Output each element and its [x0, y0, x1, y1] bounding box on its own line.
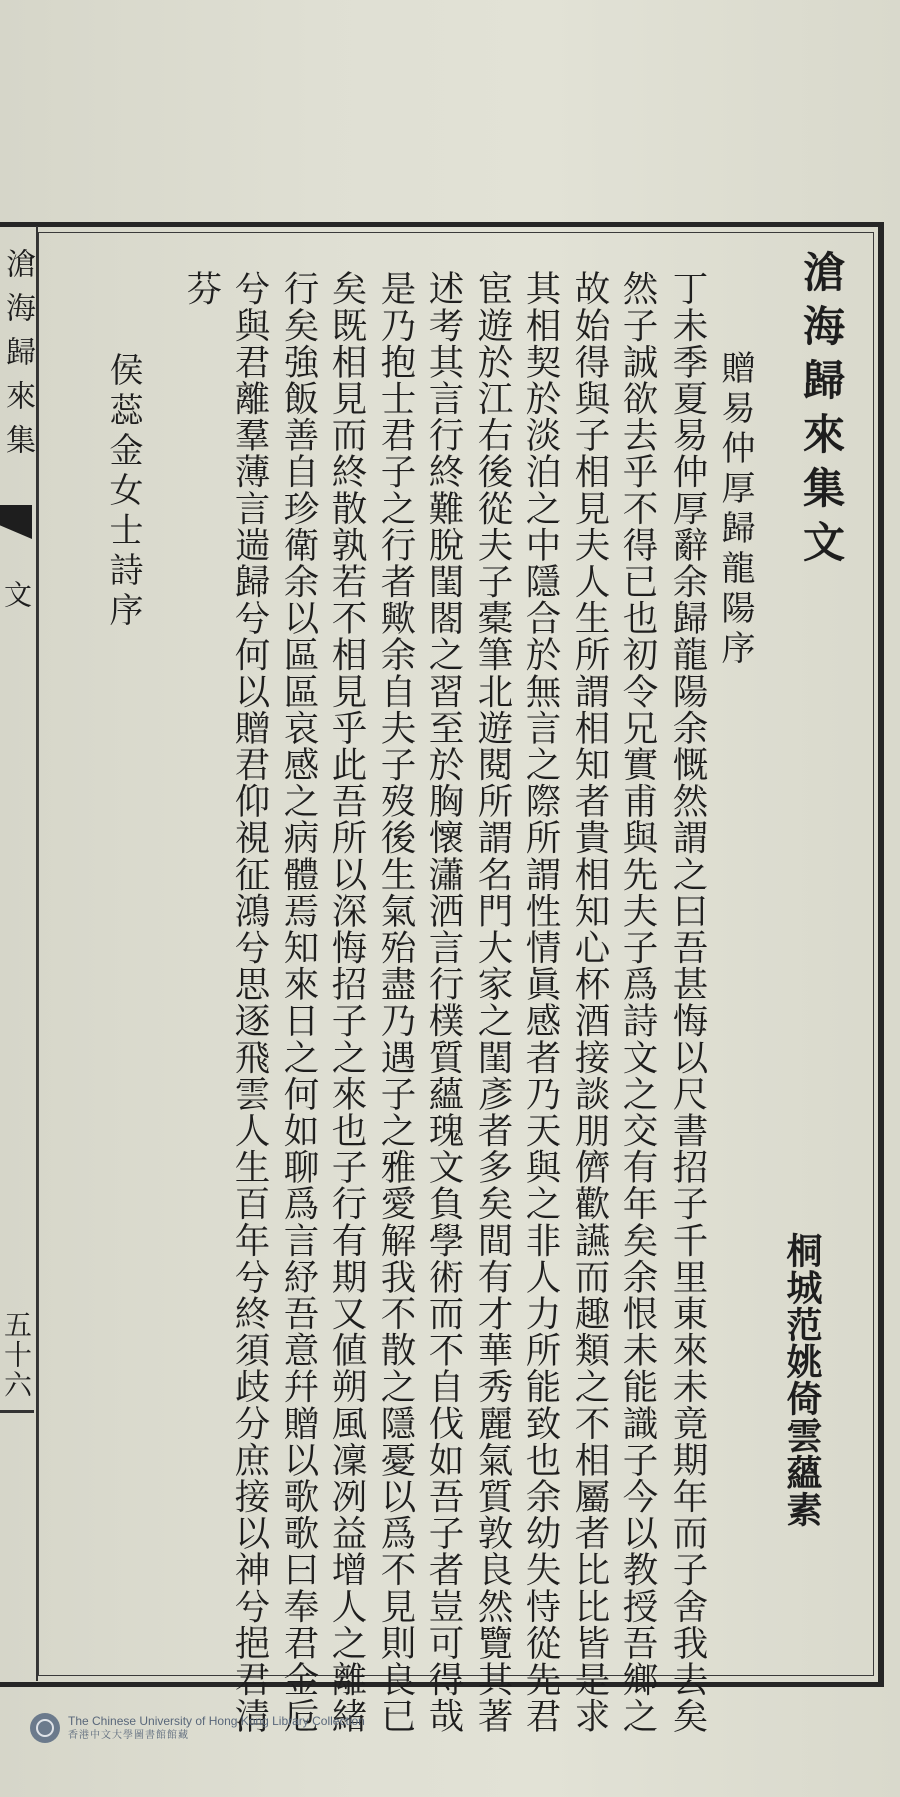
margin-book-title: 滄海歸來集 [0, 248, 35, 468]
text-column: 然子誠欲去乎不得已也初令兄實甫與先夫子爲詩文之交有年矣余恨未能識子今以教授吾鄉之 [617, 270, 658, 1734]
margin-divider [36, 226, 38, 1681]
text-column: 述考其言行終難脫閨閤之習至於胸懷瀟洒言行樸質蘊瑰文負學術而不自伐如吾子者豈可得哉 [423, 270, 464, 1734]
text-column: 芬 [181, 270, 222, 307]
watermark-english: The Chinese University of Hong Kong Library Collection [68, 1714, 365, 1728]
text-column: 宦遊於江右後從夫子橐筆北遊閱所謂名門大家之閨彥者多矣間有才華秀麗氣質敦良然覽其著 [472, 270, 513, 1734]
text-column: 故始得與子相見夫人生所謂相知者貴相知心杯酒接談朋儕歡讌而趣類之不相屬者比比皆是求 [569, 270, 610, 1734]
text-column: 兮與君離羣薄言遄歸兮何以贈君仰視征鴻兮思逐飛雲人生百年兮終須歧分庶接以神兮挹君清 [229, 270, 270, 1734]
text-column: 矣既相見而終散孰若不相見乎此吾所以深悔招子之來也子行有期又値朔風凜冽益增人之離緒 [326, 270, 367, 1734]
margin-page-number: 五十六 [0, 1310, 33, 1400]
text-column: 是乃抱士君子之行者歟余自夫子歿後生氣殆盡乃遇子之雅愛解我不散之隱憂以爲不見則良已 [375, 270, 416, 1734]
page-title: 滄海歸來集文 [797, 250, 846, 574]
author-line: 桐城范姚倚雲蘊素 [781, 1232, 823, 1528]
library-watermark [30, 1708, 365, 1748]
text-column: 其相契於淡泊之中隱合於無言之際所謂性情眞感者乃天與之非人力所能致也余幼失恃從先君 [520, 270, 561, 1734]
text-column: 行矣強飯善自珍衛余以區區哀感之病體焉知來日之何如聊爲言紓吾意幷贈以歌歌曰奉君金卮 [278, 270, 319, 1734]
library-seal-icon [30, 1713, 60, 1743]
margin-rule [0, 1410, 34, 1413]
watermark-chinese: 香港中文大學圖書館館藏 [68, 1730, 189, 1741]
text-column: 丁未季夏易仲厚辭余歸龍陽余慨然謂之曰吾甚悔以尺書招子千里東來未竟期年而子舍我去矣 [667, 270, 708, 1734]
margin-section-label: 文 [0, 580, 33, 608]
next-essay-heading: 侯蕊金女士詩序 [103, 352, 143, 632]
essay-heading: 贈易仲厚歸龍陽序 [715, 350, 755, 670]
